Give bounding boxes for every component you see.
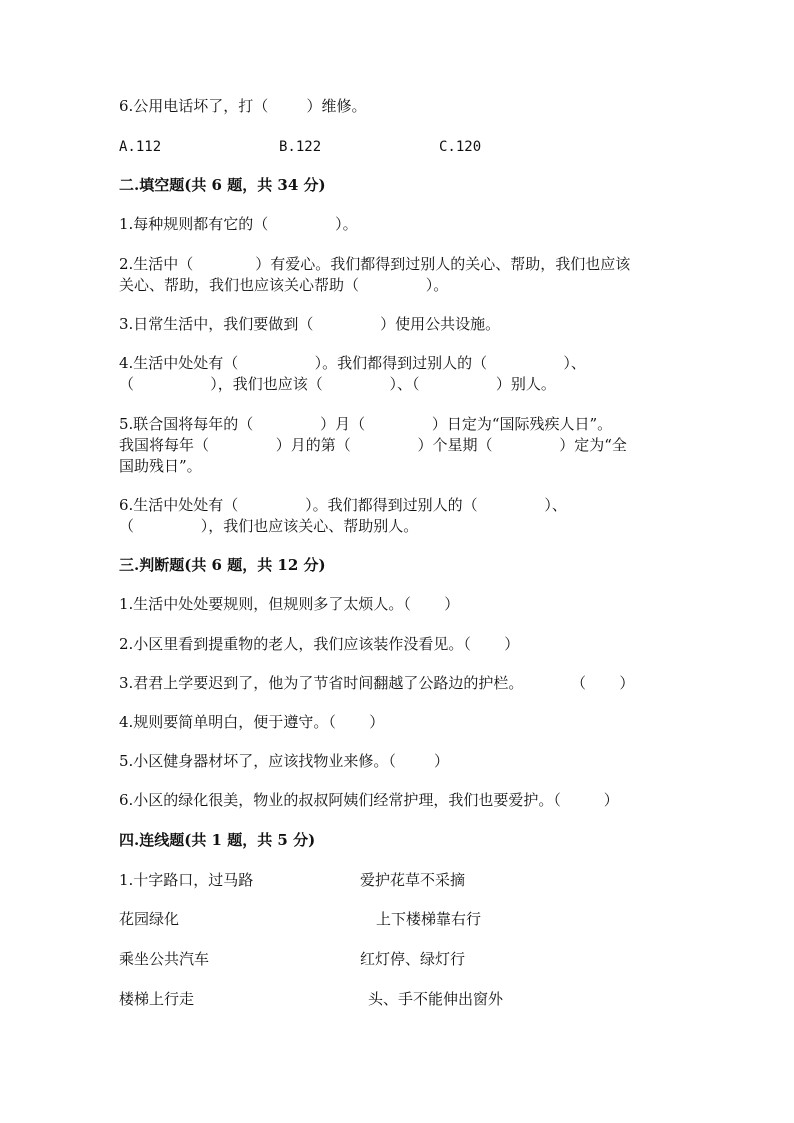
section-heading: 三.判断题(共 6 题，共 12 分) — [119, 556, 326, 574]
match-left-item: 楼梯上行走 — [119, 990, 195, 1008]
question-line: （ ），我们也应该（ ）、（ ）别人。 — [119, 375, 556, 393]
question-line: 2.小区里看到提重物的老人，我们应该装作没看见。（ ） — [119, 635, 520, 653]
match-right-item: 爱护花草不采摘 — [360, 871, 466, 889]
match-left-item: 乘坐公共汽车 — [119, 950, 210, 968]
question-text: 6.公用电话坏了，打（ ）维修。 — [119, 97, 367, 115]
match-right-item: 上下楼梯靠右行 — [376, 910, 482, 928]
question-line: 4.生活中处处有（ ）。我们都得到过别人的（ ）、 — [119, 354, 586, 372]
option-c: C.120 — [439, 139, 482, 155]
question-line: 6.小区的绿化很美，物业的叔叔阿姨们经常护理，我们也要爱护。（ ） — [119, 791, 619, 809]
question-line: 1.生活中处处要规则，但规则多了太烦人。（ ） — [119, 595, 460, 613]
question-line: 5.联合国将每年的（ ）月（ ）日定为“国际残疾人日”。 — [119, 415, 613, 433]
section-heading: 二.填空题(共 6 题，共 34 分) — [119, 176, 326, 194]
question-line: 3.君君上学要迟到了，他为了节省时间翻越了公路边的护栏。 （ ） — [119, 674, 635, 692]
section-heading: 四.连线题(共 1 题，共 5 分) — [119, 831, 316, 849]
question-line: （ ），我们也应该关心、帮助别人。 — [119, 517, 419, 535]
question-line: 我国将每年（ ）月的第（ ）个星期（ ）定为“全 — [119, 436, 627, 454]
question-line: 关心、帮助，我们也应该关心帮助（ ）。 — [119, 276, 449, 294]
option-a: A.112 — [119, 139, 162, 155]
match-left-item: 花园绿化 — [119, 910, 180, 928]
question-line: 6.生活中处处有（ ）。我们都得到过别人的（ ）、 — [119, 496, 567, 514]
question-line: 5.小区健身器材坏了，应该找物业来修。（ ） — [119, 752, 449, 770]
question-line: 4.规则要简单明白，便于遵守。（ ） — [119, 713, 385, 731]
match-right-item: 红灯停、绿灯行 — [360, 950, 466, 968]
question-line: 2.生活中（ ）有爱心。我们都得到过别人的关心、帮助，我们也应该 — [119, 255, 631, 273]
question-line: 3.日常生活中，我们要做到（ ）使用公共设施。 — [119, 315, 501, 333]
match-right-item: 头、手不能伸出窗外 — [368, 990, 504, 1008]
option-b: B.122 — [279, 139, 322, 155]
question-line: 国助残日”。 — [119, 457, 202, 475]
question-line: 1.每种规则都有它的（ ）。 — [119, 215, 358, 233]
match-left-item: 1.十字路口，过马路 — [119, 871, 254, 889]
